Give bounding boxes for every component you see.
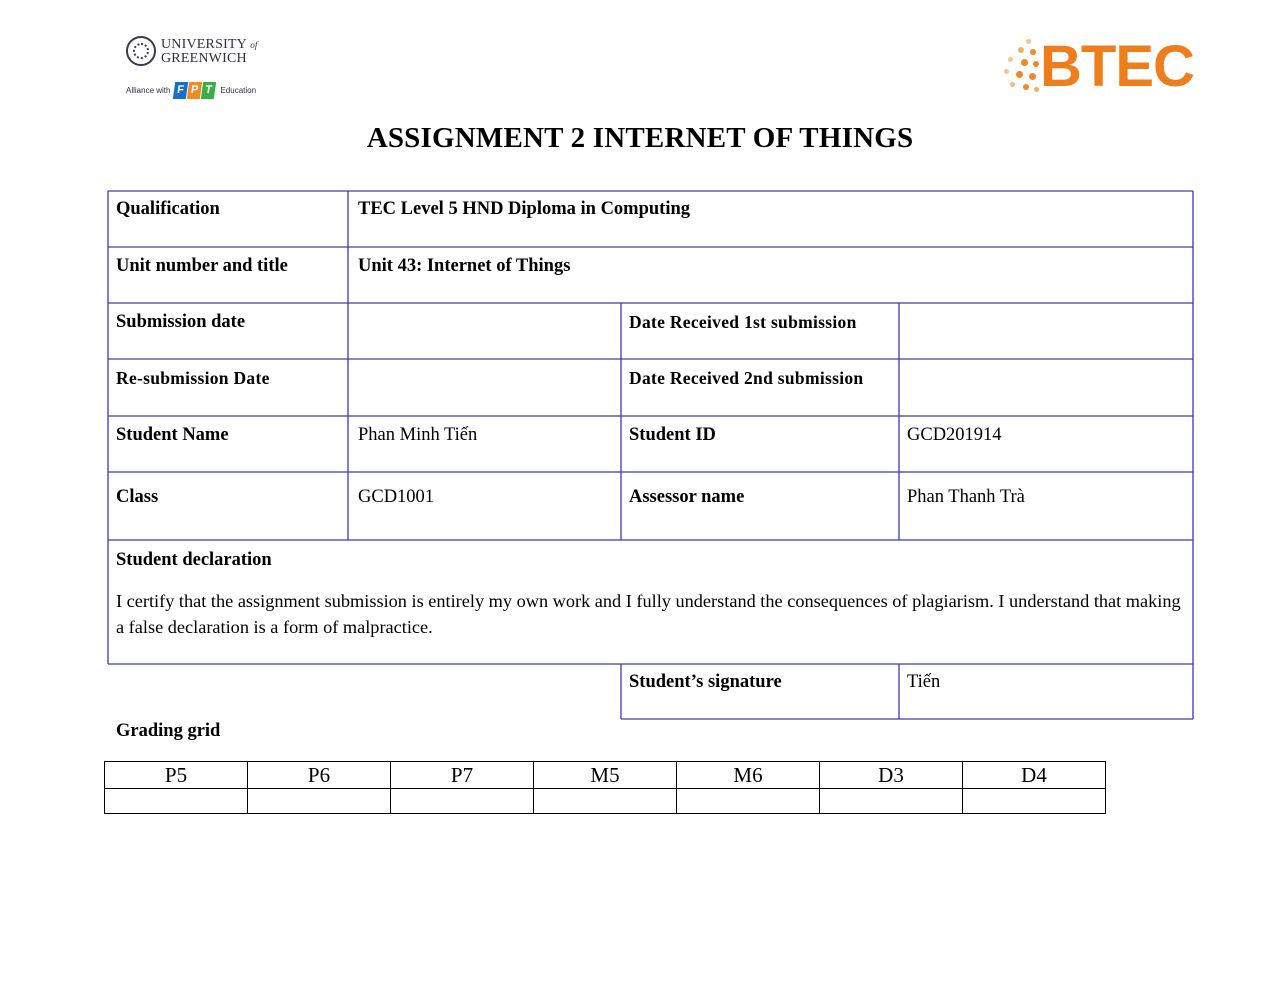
qualification-label: Qualification xyxy=(116,199,220,219)
qualification-value: TEC Level 5 HND Diploma in Computing xyxy=(358,199,691,219)
grading-values-row xyxy=(105,789,1106,814)
grade-criterion: P7 xyxy=(391,762,534,789)
assessor-name-value: Phan Thanh Trà xyxy=(907,487,1025,507)
grade-criterion: P5 xyxy=(105,762,248,789)
student-declaration-text: I certify that the assignment submission is entirely my own work and I fully understand the consequences of plagiarism. I understand that making a false declaration is a form of malpractice. xyxy=(116,591,1181,637)
class-value: GCD1001 xyxy=(358,487,435,507)
class-label: Class xyxy=(116,487,159,507)
document-title: ASSIGNMENT 2 INTERNET OF THINGS xyxy=(366,122,914,154)
grade-criterion: D4 xyxy=(963,762,1106,789)
alliance-line: Alliance with F P T Education xyxy=(126,82,256,99)
fpt-logo: F P T xyxy=(174,82,216,99)
grade-criterion: D3 xyxy=(820,762,963,789)
resubmission-date-label: Re-submission Date xyxy=(116,368,270,388)
grade-criterion: P6 xyxy=(248,762,391,789)
submission-date-label: Submission date xyxy=(116,312,246,332)
grading-grid-heading: Grading grid xyxy=(116,721,221,741)
university-name: UNIVERSITY of GREENWICH xyxy=(161,36,258,66)
grade-value-cell xyxy=(391,789,534,814)
grade-criterion: M6 xyxy=(677,762,820,789)
student-id-value: GCD201914 xyxy=(907,425,1002,445)
student-signature-value: Tiến xyxy=(907,672,941,692)
btec-logo xyxy=(1000,36,1196,98)
grade-value-cell xyxy=(105,789,248,814)
university-seal-icon xyxy=(126,36,156,66)
grade-value-cell xyxy=(677,789,820,814)
student-id-label: Student ID xyxy=(629,425,716,445)
grade-value-cell xyxy=(820,789,963,814)
grade-value-cell xyxy=(963,789,1106,814)
btec-dots-icon xyxy=(1000,37,1040,97)
grade-criterion: M5 xyxy=(534,762,677,789)
student-declaration-heading: Student declaration xyxy=(116,550,272,570)
btec-wordmark: BTEC xyxy=(1040,34,1194,99)
university-of-greenwich-logo xyxy=(126,36,266,102)
student-signature-label: Student’s signature xyxy=(629,672,782,692)
date-received-1-label: Date Received 1st submission xyxy=(629,312,857,332)
grade-value-cell xyxy=(534,789,677,814)
grading-criteria-row xyxy=(105,762,1106,789)
grading-grid-table xyxy=(104,761,1106,814)
date-received-2-label: Date Received 2nd submission xyxy=(629,368,864,388)
unit-value: Unit 43: Internet of Things xyxy=(358,256,571,276)
unit-label: Unit number and title xyxy=(116,256,288,276)
grade-value-cell xyxy=(248,789,391,814)
assessor-name-label: Assessor name xyxy=(629,487,745,507)
student-name-label: Student Name xyxy=(116,425,229,445)
student-name-value: Phan Minh Tiến xyxy=(358,425,478,445)
